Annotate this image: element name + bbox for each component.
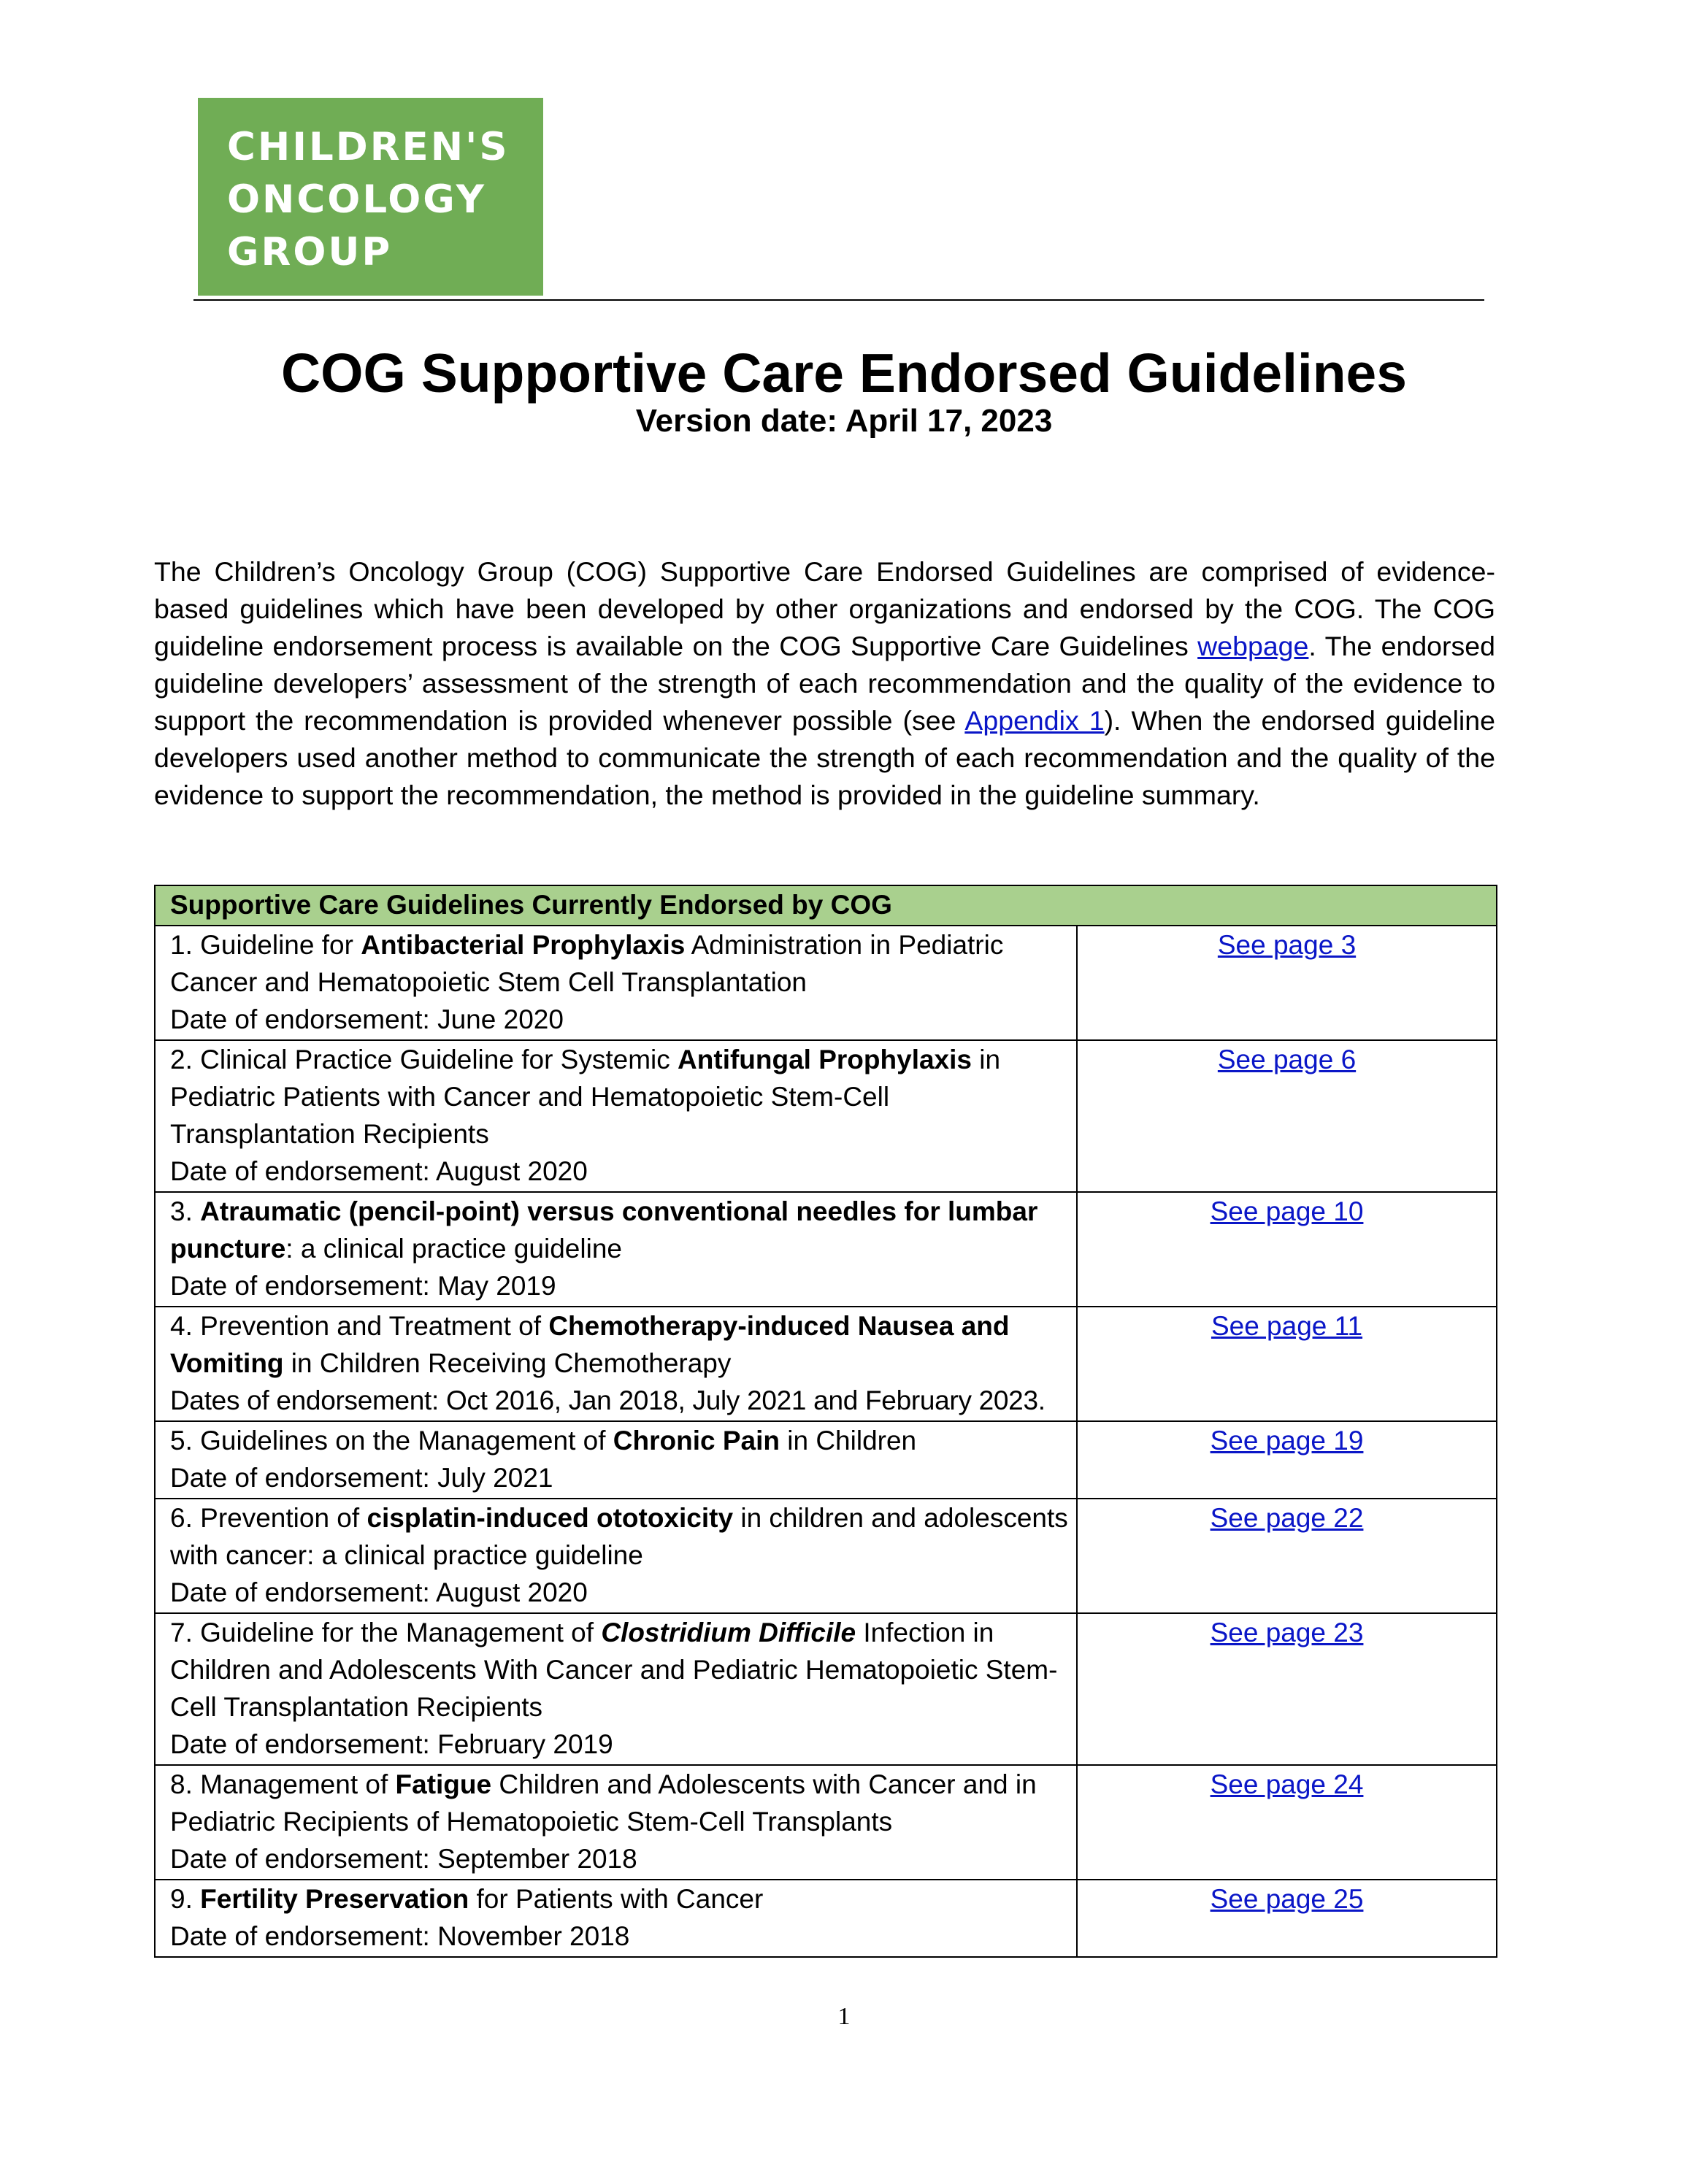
page-number: 1	[837, 2003, 851, 2030]
guideline-text: 1. Guideline for	[170, 930, 361, 960]
endorsement-date: Date of endorsement: May 2019	[170, 1271, 556, 1301]
see-page-link[interactable]: See page 11	[1211, 1311, 1363, 1341]
table-row	[155, 1499, 1497, 1613]
see-page-link[interactable]: See page 24	[1210, 1769, 1364, 1799]
guideline-text: 4. Prevention and Treatment of	[170, 1311, 549, 1341]
guideline-text: 7. Guideline for the Management of	[170, 1618, 602, 1647]
endorsement-date: Date of endorsement: February 2019	[170, 1729, 613, 1759]
guideline-topic: Fatigue	[395, 1769, 492, 1799]
see-page-link[interactable]: See page 25	[1210, 1884, 1364, 1914]
guideline-text: 3.	[170, 1196, 201, 1226]
guideline-topic: Antifungal Prophylaxis	[678, 1045, 972, 1074]
guideline-text: in Children	[779, 1426, 917, 1456]
table-row	[155, 1192, 1497, 1307]
see-page-link[interactable]: See page 22	[1210, 1503, 1364, 1533]
guideline-topic: Atraumatic (pencil-point) versus conventional needles for lumbar puncture	[170, 1196, 1038, 1264]
page-link-cell	[1077, 1613, 1497, 1765]
guideline-text: 5. Guidelines on the Management of	[170, 1426, 613, 1456]
guideline-cell	[155, 1421, 1077, 1499]
guideline-text: in Children Receiving Chemotherapy	[283, 1348, 732, 1378]
guideline-text: for Patients with Cancer	[469, 1884, 764, 1914]
guideline-cell	[155, 1040, 1077, 1192]
table-header-row	[155, 885, 1497, 926]
guideline-topic: cisplatin-induced ototoxicity	[367, 1503, 734, 1533]
endorsement-date: Date of endorsement: September 2018	[170, 1844, 637, 1874]
endorsement-date: Date of endorsement: July 2021	[170, 1463, 553, 1493]
version-date: Version date: April 17, 2023	[635, 403, 1053, 439]
endorsement-date: Date of endorsement: August 2020	[170, 1577, 588, 1607]
see-page-link[interactable]: See page 3	[1217, 930, 1357, 960]
guideline-text: 2. Clinical Practice Guideline for Systemic	[170, 1045, 678, 1074]
endorsement-date: Dates of endorsement: Oct 2016, Jan 2018, July 2021 and February 2023.	[170, 1385, 1046, 1415]
guideline-cell	[155, 1613, 1077, 1765]
table-row	[155, 1880, 1497, 1957]
see-page-link[interactable]: See page 19	[1210, 1426, 1364, 1456]
guideline-cell	[155, 1880, 1077, 1957]
guideline-text: 8. Management of	[170, 1769, 396, 1799]
intro-text: The Children’s Oncology Group (COG) Supportive Care Endorsed Guidelines are comprised of evidence-based guidelines which have been developed by other organizations and endorsed by the COG. The COG guideline endorsement process is available on the COG Supportive Care Guidelines	[154, 556, 1495, 661]
cog-logo	[198, 98, 543, 296]
page-link-cell	[1077, 1880, 1497, 1957]
guideline-text: Children and Adolescents with Cancer and in Pediatric Recipients of Hematopoietic Stem-Cell Transplants	[170, 1769, 1037, 1837]
endorsement-date: Date of endorsement: June 2020	[170, 1004, 564, 1034]
table-row	[155, 1613, 1497, 1765]
guideline-text: 6. Prevention of	[170, 1503, 367, 1533]
page-link-cell	[1077, 1192, 1497, 1307]
page-link-cell	[1077, 1765, 1497, 1880]
appendix-link[interactable]: Appendix 1	[964, 705, 1105, 736]
guideline-cell	[155, 1307, 1077, 1421]
see-page-link[interactable]: See page 6	[1217, 1045, 1357, 1074]
table-row	[155, 1765, 1497, 1880]
intro-text: . The endorsed guideline developers’ assessment of the strength of each recommendation and the quality of the evidence to support the recommendation is provided whenever possible (see	[154, 631, 1495, 736]
logo-line: GROUP	[227, 230, 393, 274]
guidelines-table	[154, 885, 1497, 1958]
guideline-text: in children and adolescents with cancer: a clinical practice guideline	[170, 1503, 1068, 1570]
guideline-cell	[155, 1192, 1077, 1307]
guideline-topic: Chronic Pain	[613, 1426, 780, 1456]
page-link-cell	[1077, 926, 1497, 1040]
document-title: COG Supportive Care Endorsed Guidelines	[281, 342, 1407, 404]
endorsement-date: Date of endorsement: November 2018	[170, 1921, 630, 1951]
page-link-cell	[1077, 1040, 1497, 1192]
logo-line: ONCOLOGY	[227, 177, 487, 222]
page-link-cell	[1077, 1421, 1497, 1499]
endorsement-date: Date of endorsement: August 2020	[170, 1156, 588, 1186]
guideline-text: 9.	[170, 1884, 201, 1914]
table-row	[155, 1307, 1497, 1421]
guideline-text: Infection in Children and Adolescents With Cancer and Pediatric Hematopoietic Stem-Cell Transplantation Recipients	[170, 1618, 1058, 1722]
guideline-text: in Pediatric Patients with Cancer and Hematopoietic Stem-Cell Transplantation Recipients	[170, 1045, 1001, 1149]
page-link-cell	[1077, 1499, 1497, 1613]
header-divider	[193, 299, 1484, 301]
guideline-topic: Chemotherapy-induced Nausea and Vomiting	[170, 1311, 1010, 1378]
guideline-topic: Antibacterial Prophylaxis	[361, 930, 686, 960]
table-row	[155, 1040, 1497, 1192]
guideline-topic: Clostridium Difficile	[601, 1618, 856, 1647]
table-row	[155, 1421, 1497, 1499]
guideline-cell	[155, 1765, 1077, 1880]
page-link-cell	[1077, 1307, 1497, 1421]
table-header: Supportive Care Guidelines Currently Endorsed by COG	[155, 885, 1497, 926]
logo-line: CHILDREN'S	[227, 125, 510, 169]
intro-text: ). When the endorsed guideline developers used another method to communicate the strength of each recommendation and the quality of the evidence to support the recommendation, the method is provided in the guideline summary.	[154, 705, 1495, 810]
guideline-cell	[155, 926, 1077, 1040]
guideline-text: : a clinical practice guideline	[285, 1234, 622, 1264]
see-page-link[interactable]: See page 23	[1210, 1618, 1364, 1647]
see-page-link[interactable]: See page 10	[1210, 1196, 1364, 1226]
guideline-topic: Fertility Preservation	[200, 1884, 469, 1914]
guideline-cell	[155, 1499, 1077, 1613]
table-row	[155, 926, 1497, 1040]
intro-paragraph	[154, 553, 1495, 814]
guideline-text: Administration in Pediatric Cancer and Hematopoietic Stem Cell Transplantation	[170, 930, 1004, 997]
webpage-link[interactable]: webpage	[1197, 631, 1309, 661]
